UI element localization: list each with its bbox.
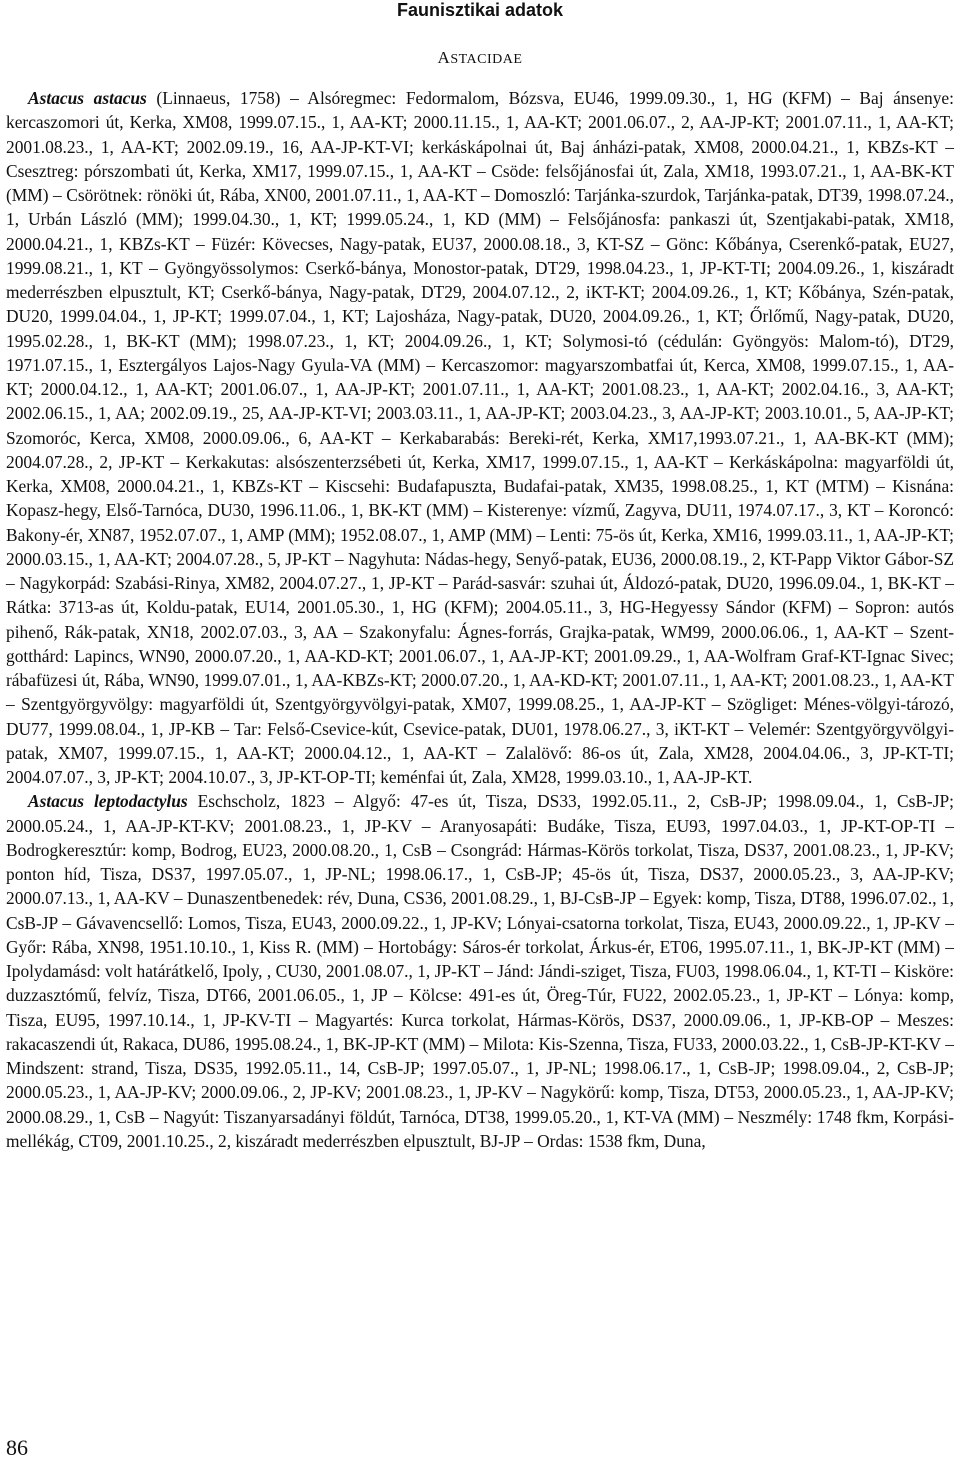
- species-paragraph: [6, 86, 954, 789]
- page-header: [0, 0, 960, 20]
- species-records: [6, 86, 954, 1153]
- family-heading-initial: A: [437, 48, 451, 67]
- species-paragraph: [6, 789, 954, 1153]
- species-records-text: Eschscholz, 1823 – Algyő: 47-es út, Tisza, DS33, 1992.05.11., 2, CsB-JP; 1998.09.04., 1, CsB-JP; 2000.05.24., 1, AA-JP-KT-KV; 2001.08.23., 1, JP-KV – Aranyosapáti: Budáke, Tisza, EU93, 1997.04.03., 1, JP-KT-OP-TI – Bodrogkeresztúr: komp, Bodrog, EU23, 2000.08.20., 1, CsB – Csongrád: Hármas-Körös torkolat, Tisza, DS37, 2001.08.23., 1, JP-KV; ponton híd, Tisza, DS37, 1997.05.07., 1, JP-NL; 1998.06.17., 1, CsB-JP; 45-ös út, Tisza, DS37, 2000.05.23., 3, AA-JP-KV; 2000.07.13., 1, AA-KV – Dunaszentbenedek: rév, Duna, CS36, 2001.08.29., 1, BJ-CsB-JP – Egyek: komp, Tisza, DT88, 1996.07.02., 1, CsB-JP – Gávavencsellő: Lomos, Tisza, EU43, 2000.09.22., 1, JP-KV; Lónyai-csatorna torkolat, Tisza, EU43, 2000.09.22., 1, JP-KV – Győr: Rába, XN98, 1951.10.10., 1, Kiss R. (MM) – Hortobágy: Sáros-ér torkolat, Árkus-ér, ET06, 1995.07.11., 1, BK-JP-KT (MM) – Ipolydamásd: volt határátkelő, Ipoly, , CU30, 2001.08.07., 1, JP-KT – Jánd: Jándi-sziget, Tisza, FU03, 1998.06.04., 1, KT-TI – Kisköre: duzzasztómű, felvíz, Tisza, DT66, 2001.06.05., 1, JP – Kölcse: 491-es út, Öreg-Túr, FU22, 2002.05.23., 1, JP-KT – Lónya: komp, Tisza, EU95, 1997.10.14., 1, JP-KV-TI – Magyartés: Kurca torkolat, Hármas-Körös, DS37, 2000.09.06., 1, JP-KB-OP – Meszes: rakacaszendi út, Rakaca, DU86, 1995.08.24., 1, BK-JP-KT (MM) – Milota: Kis-Szenna, Tisza, FU33, 2000.03.22., 1, CsB-JP-KT-KV – Mindszent: strand, Tisza, DS35, 1992.05.11., 14, CsB-JP; 1997.05.07., 1, JP-NL; 1998.06.17., 1, CsB-JP; 1998.09.04., 2, CsB-JP; 2000.05.23., 1, AA-JP-KV; 2000.09.06., 2, JP-KV; 2001.08.23., 1, JP-KV – Nagykörű: komp, Tisza, DT53, 2000.05.23., 1, AA-JP-KV; 2000.08.29., 1, CsB – Nagyút: Tiszanyarsadányi földút, Tarnóca, DT38, 1999.05.20., 1, KT-VA (MM) – Neszmély: 1748 fkm, Korpási-mellékág, CT09, 2001.10.25., 2, kiszáradt mederrészben elpusztult, BJ-JP – Ordas: 1538 fkm, Duna,: [6, 791, 954, 1151]
- section-title: Faunisztikai adatok: [396, 0, 564, 20]
- family-heading-rest: STACIDAE: [450, 52, 523, 67]
- page-number: 86: [6, 1435, 28, 1460]
- species-records-text: (Linnaeus, 1758) – Alsóregmec: Fedormalom, Bózsva, EU46, 1999.09.30., 1, HG (KFM) – Baj ánsenye: kercaszomori út, Kerka, XM08, 1999.07.15., 1, AA-KT; 2000.11.15., 1, AA-KT; 2001.06.07., 2, AA-JP-KT; 2001.07.11., 1, AA-KT; 2001.08.23., 1, AA-KT; 2002.09.19., 16, AA-JP-KT-VI; kerkáskápolnai út, Baj ánházi-patak, XM08, 2000.04.21., 1, KBZs-KT – Csesztreg: pórszombati út, Kerka, XM17, 1999.07.15., 1, AA-KT – Csöde: felsőjánosfai út, Zala, XM18, 1993.07.21., 1, AA-BK-KT (MM) – Csörötnek: rönöki út, Rába, XN00, 2001.07.11., 1, AA-KT – Domoszló: Tarjánka-szurdok, Tarjánka-patak, DT39, 1998.07.24., 1, Urbán László (MM); 1999.04.30., 1, KT; 1999.05.24., 1, KD (MM) – Felsőjánosfa: pankaszi út, Szentjakabi-patak, XM18, 2000.04.21., 1, KBZs-KT – Füzér: Kövecses, Nagy-patak, EU37, 2000.08.18., 3, KT-SZ – Gönc: Kőbánya, Cserenkő-patak, EU27, 1999.08.21., 1, KT – Gyöngyössolymos: Cserkő-bánya, Monostor-patak, DT29, 1998.04.23., 1, JP-KT-TI; 2004.09.26., 1, kiszáradt mederrészben elpusztult, KT; Cserkő-bánya, Nagy-patak, DT29, 2004.07.12., 2, iKT-KT; 2004.09.26., 1, KT; Kőbánya, Szén-patak, DU20, 1999.04.04., 1, JP-KT; 1999.07.04., 1, KT; Lajosháza, Nagy-patak, DU20, 2004.09.26., 1, KT; Őrlőmű, Nagy-patak, DU20, 1995.02.28., 1, BK-KT (MM); 1998.07.23., 1, KT; 2004.09.26., 1, KT; Solymosi-tó (cédulán: Gyöngyös: Malom-tó), DT29, 1971.07.15., 1, Esztergályos Lajos-Nagy Gyula-VA (MM) – Kercaszomor: magyarszombatfai út, Kerca, XM08, 1999.07.15., 1, AA-KT; 2000.04.12., 1, AA-KT; 2001.06.07., 1, AA-JP-KT; 2001.07.11., 1, AA-KT; 2001.08.23., 1, AA-KT; 2002.04.16., 3, AA-KT; 2002.06.15., 1, AA; 2002.09.19., 25, AA-JP-KT-VI; 2003.03.11., 1, AA-JP-KT; 2003.04.23., 3, AA-JP-KT; 2003.10.01., 5, AA-JP-KT; Szomoróc, Kerca, XM08, 2000.09.06., 6, AA-KT – Kerkabarabás: Bereki-rét, Kerka, XM17,1993.07.21., 1, AA-BK-KT (MM); 2004.07.28., 2, JP-KT – Kerkakutas: alsószenterzsébeti út, Kerka, XM17, 1999.07.15., 1, AA-KT – Kerkáskápolna: magyarföldi út, Kerka, XM08, 2000.04.21., 1, KBZs-KT – Kiscsehi: Budafapuszta, Budafai-patak, XM35, 1998.08.25., 1, KT (MTM) – Kisnána: Kopasz-hegy, Első-Tarnóca, DU30, 1996.11.06., 1, BK-KT (MM) – Kisterenye: vízmű, Zagyva, DU11, 1974.07.17., 3, KT – Koroncó: Bakony-ér, XN87, 1952.07.07., 1, AMP (MM); 1952.08.07., 1, AMP (MM) – Lenti: 75-ös út, Kerka, XM16, 1999.03.11., 1, AA-JP-KT; 2000.03.15., 1, AA-KT; 2004.07.28., 5, JP-KT – Nagyhuta: Nádas-hegy, Senyő-patak, EU36, 2000.08.19., 2, KT-Papp Viktor Gábor-SZ – Nagykorpád: Szabási-Rinya, XM82, 2004.07.27., 1, JP-KT – Parád-sasvár: szuhai út, Áldozó-patak, DU20, 1996.09.04., 1, BK-KT – Rátka: 3713-as út, Koldu-patak, EU14, 2001.05.30., 1, HG (KFM); 2004.05.11., 3, HG-Hegyessy Sándor (KFM) – Sopron: autós pihenő, Rák-patak, XN18, 2002.07.03., 3, AA – Szakonyfalu: Ágnes-forrás, Grajka-patak, WM99, 2000.06.06., 1, AA-KT – Szent-gotthárd: Lapincs, WN90, 2000.07.20., 1, AA-KD-KT; 2001.06.07., 1, AA-JP-KT; 2001.09.29., 1, AA-Wolfram Graf-KT-Ignac Sivec; rábafüzesi út, Rába, WN90, 1999.07.01., 1, AA-KBZs-KT; 2000.07.20., 1, AA-KD-KT; 2001.07.11., 1, AA-KT; 2001.08.23., 1, AA-KT – Szentgyörgyvölgy: magyarföldi út, Szentgyörgyvölgyi-patak, XM07, 1999.08.25., 1, AA-JP-KT – Szögliget: Ménes-völgyi-tározó, DU77, 1999.08.04., 1, JP-KB – Tar: Felső-Csevice-kút, Csevice-patak, DU01, 1978.06.27., 3, iKT-KT – Velemér: Szentgyörgyvölgyi-patak, XM07, 1999.07.15., 1, AA-KT; 2000.04.12., 1, AA-KT – Zalalövő: 86-os út, Zala, XM28, 2004.04.06., 3, JP-KT-TI; 2004.07.07., 3, JP-KT; 2004.10.07., 3, JP-KT-OP-TI; keménfai út, Zala, XM28, 1999.03.10., 1, AA-JP-KT.: [6, 88, 954, 787]
- species-name: Astacus leptodactylus: [28, 791, 188, 812]
- family-heading: [0, 48, 960, 68]
- species-name: Astacus astacus: [28, 88, 147, 108]
